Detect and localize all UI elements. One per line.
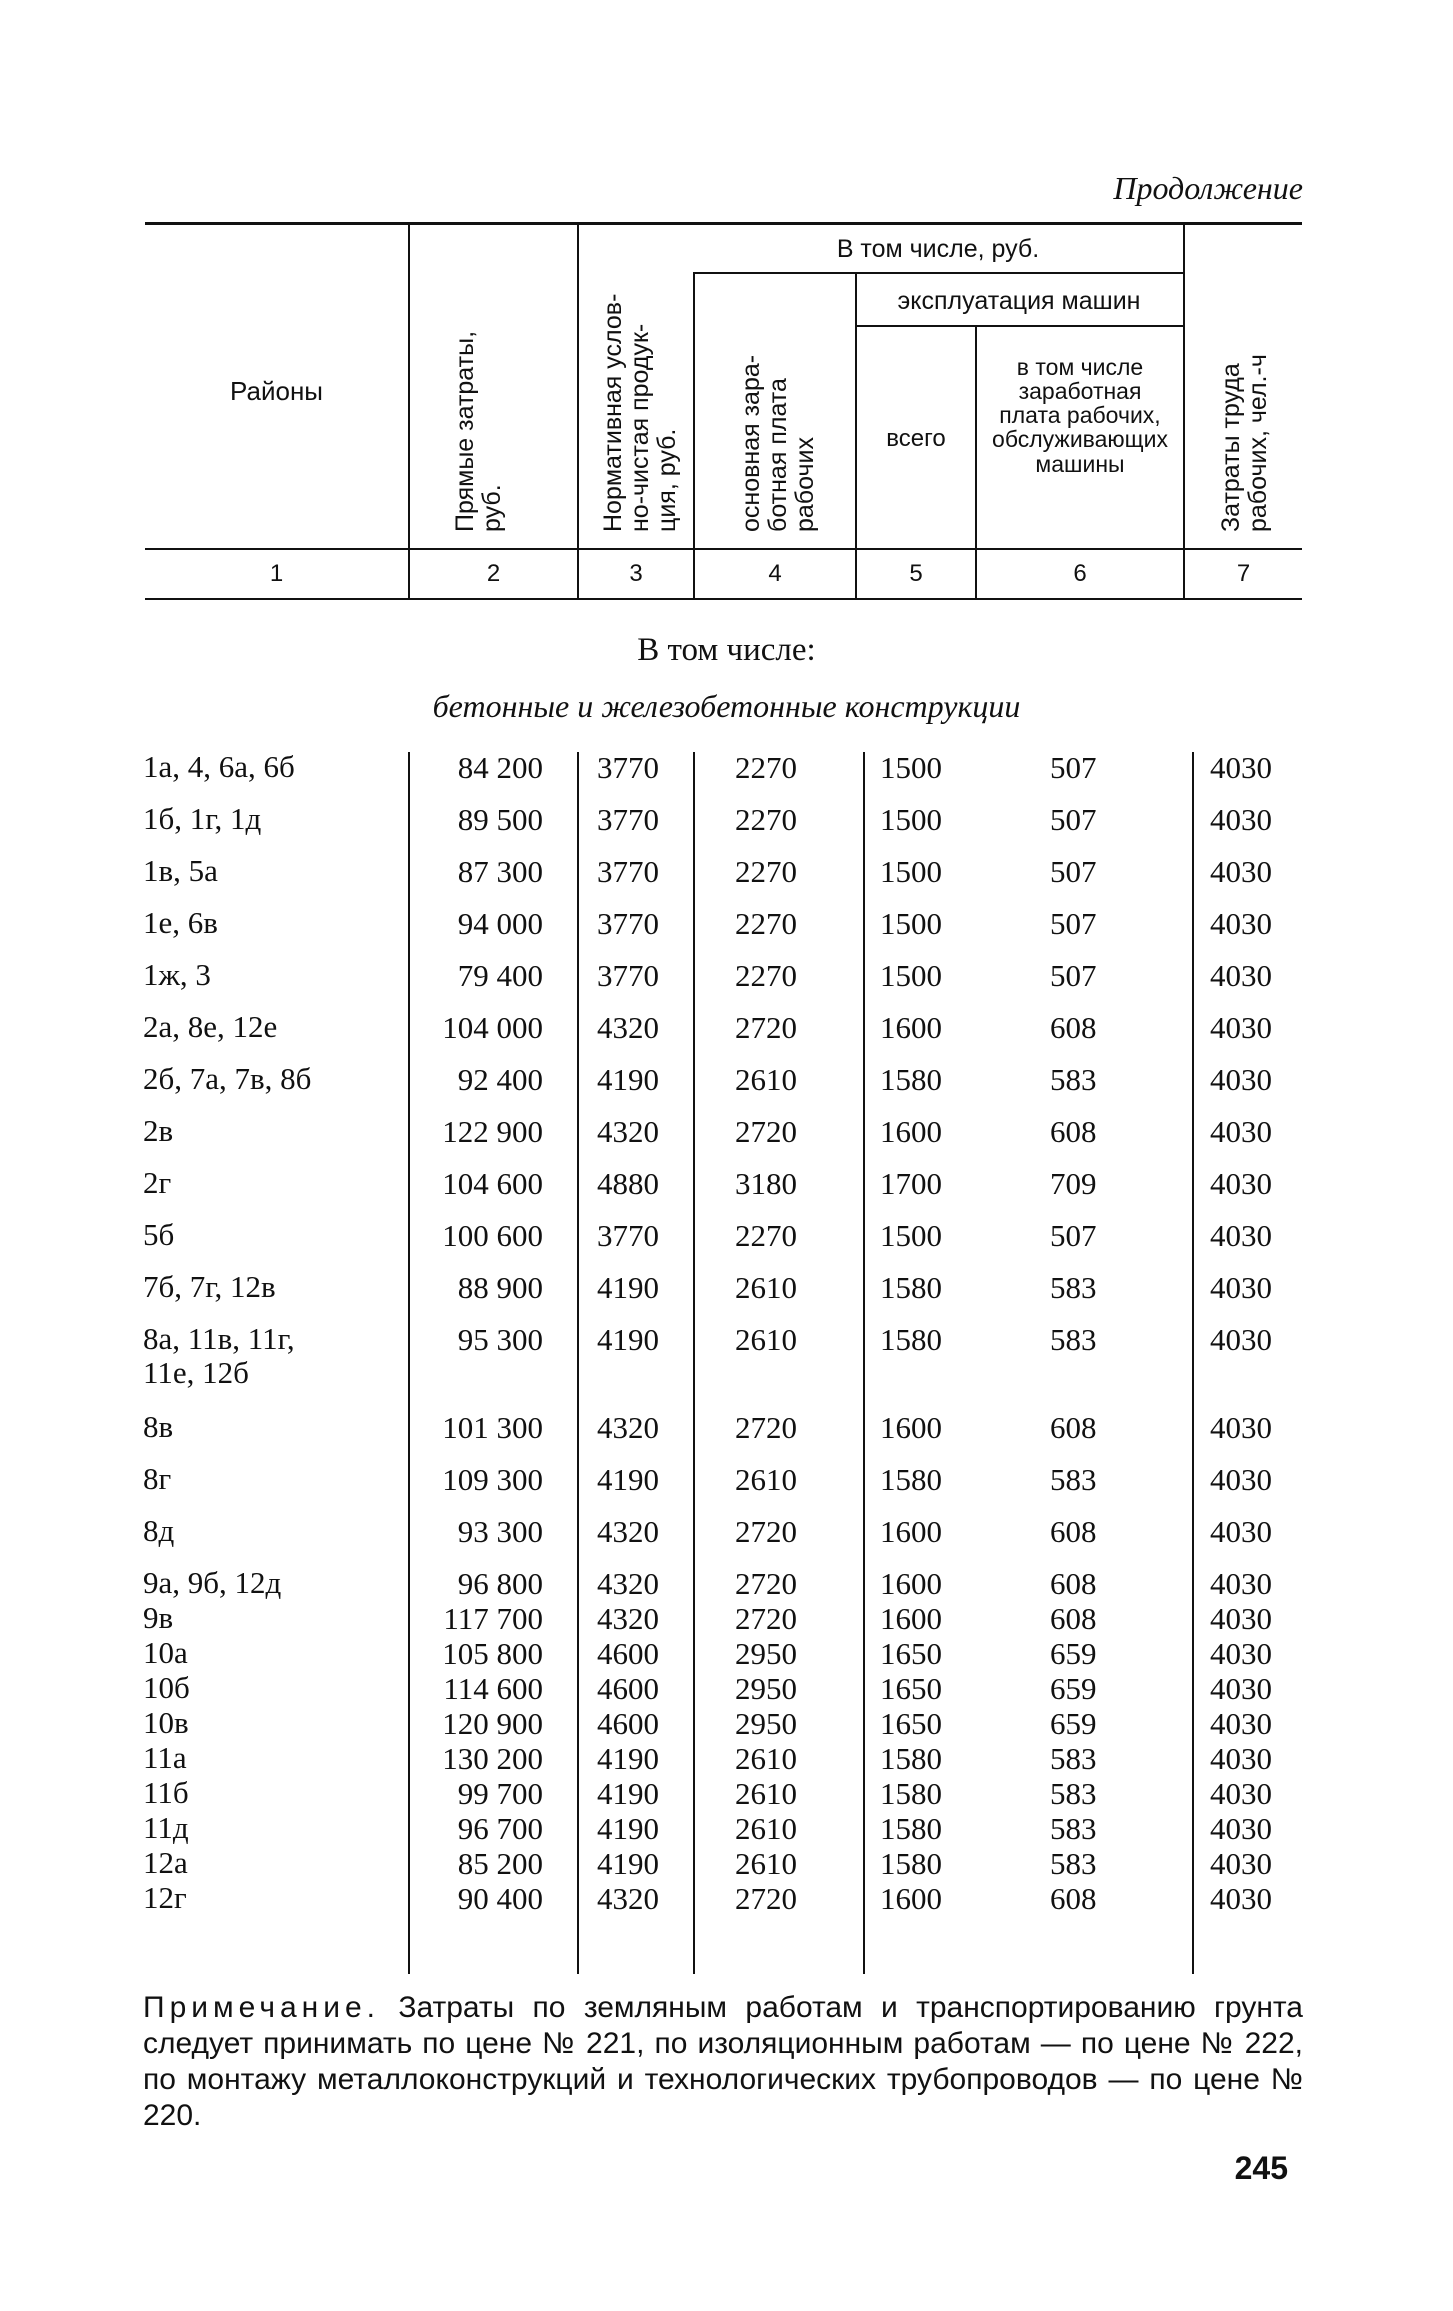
machine-wage-cell: 507 xyxy=(1050,854,1097,889)
direct-costs-cell: 96 800 xyxy=(457,1566,543,1601)
normative-product-cell: 4190 xyxy=(597,1462,659,1497)
normative-product-cell: 3770 xyxy=(597,1218,659,1253)
basic-wage-cell: 2270 xyxy=(735,958,797,993)
machine-total-cell: 1600 xyxy=(880,1514,942,1549)
basic-wage-cell: 2720 xyxy=(735,1881,797,1916)
machine-total-cell: 1650 xyxy=(880,1636,942,1671)
machine-wage-cell: 608 xyxy=(1050,1601,1097,1636)
direct-costs-cell: 104 000 xyxy=(442,1010,543,1045)
basic-wage-cell: 2610 xyxy=(735,1270,797,1305)
labor-costs-cell: 4030 xyxy=(1210,1811,1272,1846)
machine-wage-cell: 608 xyxy=(1050,1566,1097,1601)
machine-total-cell: 1580 xyxy=(880,1462,942,1497)
machine-total-cell: 1580 xyxy=(880,1811,942,1846)
district-cell xyxy=(143,1776,189,1810)
district-cell xyxy=(143,1166,171,1200)
labor-costs-cell: 4030 xyxy=(1210,1322,1272,1357)
normative-product-cell: 3770 xyxy=(597,750,659,785)
basic-wage-cell: 3180 xyxy=(735,1166,797,1201)
district-cell xyxy=(143,1010,277,1044)
labor-costs-cell: 4030 xyxy=(1210,1566,1272,1601)
machine-total-cell: 1650 xyxy=(880,1706,942,1741)
normative-product-cell: 4190 xyxy=(597,1811,659,1846)
body-divider-4 xyxy=(863,752,865,1974)
district-cell xyxy=(143,1636,188,1670)
labor-costs-cell: 4030 xyxy=(1210,1741,1272,1776)
district-cell xyxy=(143,1846,188,1880)
normative-product-cell: 3770 xyxy=(597,802,659,837)
normative-product-cell: 4190 xyxy=(597,1776,659,1811)
header-machine-operation: эксплуатация машин xyxy=(897,287,1141,315)
labor-costs-cell: 4030 xyxy=(1210,854,1272,889)
column-number-7: 7 xyxy=(1236,560,1251,587)
normative-product-cell: 4320 xyxy=(597,1566,659,1601)
machine-wage-cell: 507 xyxy=(1050,802,1097,837)
header-normative-product: Нормативная услов- но-чистая продук- ция, руб. xyxy=(599,293,681,532)
machine-wage-cell: 507 xyxy=(1050,906,1097,941)
header-divider-6 xyxy=(1183,224,1185,598)
direct-costs-cell: 79 400 xyxy=(457,958,543,993)
machine-total-cell: 1600 xyxy=(880,1010,942,1045)
district-label: 10в xyxy=(143,1705,189,1740)
direct-costs-cell: 109 300 xyxy=(442,1462,543,1497)
machine-wage-cell: 583 xyxy=(1050,1741,1097,1776)
labor-costs-cell: 4030 xyxy=(1210,958,1272,993)
district-label: 9а, 9б, 12д xyxy=(143,1565,282,1600)
direct-costs-cell: 105 800 xyxy=(442,1636,543,1671)
basic-wage-cell: 2720 xyxy=(735,1566,797,1601)
machine-wage-cell: 583 xyxy=(1050,1322,1097,1357)
district-label: 9в xyxy=(143,1600,174,1635)
basic-wage-cell: 2270 xyxy=(735,906,797,941)
machine-total-cell: 1650 xyxy=(880,1671,942,1706)
direct-costs-cell: 85 200 xyxy=(457,1846,543,1881)
district-cell xyxy=(143,1811,189,1845)
district-cell xyxy=(143,1741,187,1775)
machine-wage-cell: 583 xyxy=(1050,1776,1097,1811)
page-number: 245 xyxy=(1234,2150,1288,2186)
district-label: 8д xyxy=(143,1513,175,1548)
machine-wage-cell: 608 xyxy=(1050,1010,1097,1045)
direct-costs-cell: 95 300 xyxy=(457,1322,543,1357)
district-cell xyxy=(143,1671,190,1705)
machine-total-cell: 1500 xyxy=(880,958,942,993)
labor-costs-cell: 4030 xyxy=(1210,906,1272,941)
numbers-bottom-rule xyxy=(145,598,1302,600)
district-cell xyxy=(143,1322,295,1390)
section-title: бетонные и железобетонные конструкции xyxy=(432,688,1021,724)
column-number-3: 3 xyxy=(629,560,643,587)
district-cell xyxy=(143,1062,311,1096)
direct-costs-cell: 99 700 xyxy=(457,1776,543,1811)
district-cell xyxy=(143,802,261,836)
district-cell xyxy=(143,854,218,888)
district-label: 8в xyxy=(143,1409,174,1444)
basic-wage-cell: 2270 xyxy=(735,854,797,889)
direct-costs-cell: 89 500 xyxy=(457,802,543,837)
machines-rule xyxy=(855,325,1183,327)
normative-product-cell: 4190 xyxy=(597,1846,659,1881)
machine-total-cell: 1580 xyxy=(880,1741,942,1776)
basic-wage-cell: 2950 xyxy=(735,1671,797,1706)
labor-costs-cell: 4030 xyxy=(1210,1601,1272,1636)
direct-costs-cell: 93 300 xyxy=(457,1514,543,1549)
body-divider-1 xyxy=(408,752,410,1974)
district-label: 12а xyxy=(143,1845,188,1880)
normative-product-cell: 4320 xyxy=(597,1410,659,1445)
normative-product-cell: 3770 xyxy=(597,854,659,889)
direct-costs-cell: 87 300 xyxy=(457,854,543,889)
machine-total-cell: 1700 xyxy=(880,1166,942,1201)
district-label: 2г xyxy=(143,1165,172,1200)
district-label: 1в, 5а xyxy=(143,853,218,888)
normative-product-cell: 4190 xyxy=(597,1270,659,1305)
header-divider-1 xyxy=(408,224,410,598)
machine-total-cell: 1600 xyxy=(880,1410,942,1445)
machine-wage-cell: 583 xyxy=(1050,1062,1097,1097)
district-label: 2в xyxy=(143,1113,174,1148)
header-divider-2 xyxy=(577,224,579,598)
machine-total-cell: 1600 xyxy=(880,1114,942,1149)
basic-wage-cell: 2270 xyxy=(735,802,797,837)
labor-costs-cell: 4030 xyxy=(1210,1671,1272,1706)
direct-costs-cell: 84 200 xyxy=(457,750,543,785)
machine-total-cell: 1580 xyxy=(880,1776,942,1811)
direct-costs-cell: 96 700 xyxy=(457,1811,543,1846)
labor-costs-cell: 4030 xyxy=(1210,750,1272,785)
district-label: 1а, 4, 6а, 6б xyxy=(143,749,295,784)
district-cell xyxy=(143,1514,174,1548)
machine-total-cell: 1500 xyxy=(880,854,942,889)
direct-costs-cell: 130 200 xyxy=(442,1741,543,1776)
header-divider-5 xyxy=(975,325,977,598)
district-cell xyxy=(143,1270,276,1304)
direct-costs-cell: 122 900 xyxy=(442,1114,543,1149)
normative-product-cell: 3770 xyxy=(597,906,659,941)
normative-product-cell: 4320 xyxy=(597,1514,659,1549)
basic-wage-cell: 2610 xyxy=(735,1741,797,1776)
machine-total-cell: 1580 xyxy=(880,1062,942,1097)
column-number-1: 1 xyxy=(269,560,284,587)
normative-product-cell: 4320 xyxy=(597,1881,659,1916)
machine-total-cell: 1500 xyxy=(880,906,942,941)
basic-wage-cell: 2950 xyxy=(735,1706,797,1741)
district-cell xyxy=(143,1706,189,1740)
header-machine-wage: в том числе заработная плата рабочих, обслуживающих машины xyxy=(992,354,1168,477)
machine-wage-cell: 608 xyxy=(1050,1514,1097,1549)
direct-costs-cell: 101 300 xyxy=(442,1410,543,1445)
column-number-5: 5 xyxy=(909,560,923,587)
basic-wage-cell: 2950 xyxy=(735,1636,797,1671)
labor-costs-cell: 4030 xyxy=(1210,1270,1272,1305)
district-label: 8а, 11в, 11г, xyxy=(143,1321,295,1356)
district-label: 1е, 6в xyxy=(143,905,218,940)
machine-total-cell: 1500 xyxy=(880,750,942,785)
district-label: 12г xyxy=(143,1880,187,1915)
machine-wage-cell: 659 xyxy=(1050,1671,1097,1706)
labor-costs-cell: 4030 xyxy=(1210,1514,1272,1549)
labor-costs-cell: 4030 xyxy=(1210,1166,1272,1201)
district-cell xyxy=(143,958,211,992)
labor-costs-cell: 4030 xyxy=(1210,1410,1272,1445)
direct-costs-cell: 120 900 xyxy=(442,1706,543,1741)
machine-wage-cell: 583 xyxy=(1050,1462,1097,1497)
machine-total-cell: 1500 xyxy=(880,1218,942,1253)
basic-wage-cell: 2610 xyxy=(735,1462,797,1497)
district-label: 11б xyxy=(143,1775,189,1810)
district-label: 10б xyxy=(143,1670,190,1705)
header-basic-wage: основная зара- ботная плата рабочих xyxy=(737,354,819,532)
labor-costs-cell: 4030 xyxy=(1210,1010,1272,1045)
machine-total-cell: 1580 xyxy=(880,1322,942,1357)
column-number-4: 4 xyxy=(768,560,782,587)
machine-wage-cell: 608 xyxy=(1050,1881,1097,1916)
footnote-label: Примечание. xyxy=(143,1991,380,2024)
machine-wage-cell: 659 xyxy=(1050,1706,1097,1741)
basic-wage-cell: 2610 xyxy=(735,1811,797,1846)
direct-costs-cell: 100 600 xyxy=(442,1218,543,1253)
basic-wage-cell: 2720 xyxy=(735,1114,797,1149)
normative-product-cell: 4320 xyxy=(597,1010,659,1045)
column-number-6: 6 xyxy=(1073,560,1087,587)
basic-wage-cell: 2270 xyxy=(735,750,797,785)
direct-costs-cell: 104 600 xyxy=(442,1166,543,1201)
labor-costs-cell: 4030 xyxy=(1210,1706,1272,1741)
district-cell xyxy=(143,1462,171,1496)
district-cell xyxy=(143,1218,174,1252)
district-label-continued: 11е, 12б xyxy=(143,1355,249,1391)
district-cell xyxy=(143,1114,173,1148)
district-label: 11а xyxy=(143,1740,187,1775)
labor-costs-cell: 4030 xyxy=(1210,1636,1272,1671)
labor-costs-cell: 4030 xyxy=(1210,1462,1272,1497)
footnote-text: Затраты по земляным работам и транспортированию грунта следует принимать по цене № 221, по изоляционным работам — по цене № 222, по монтажу металлоконструкций и технологических трубопроводов — по цене № 220. xyxy=(143,1991,1303,2132)
labor-costs-cell: 4030 xyxy=(1210,802,1272,837)
header-group-label: В том числе, руб. xyxy=(836,235,1040,263)
body-divider-3 xyxy=(693,752,695,1974)
direct-costs-cell: 114 600 xyxy=(443,1671,543,1706)
normative-product-cell: 4190 xyxy=(597,1741,659,1776)
direct-costs-cell: 90 400 xyxy=(457,1881,543,1916)
labor-costs-cell: 4030 xyxy=(1210,1062,1272,1097)
machine-wage-cell: 709 xyxy=(1050,1166,1097,1201)
district-cell xyxy=(143,1881,187,1915)
header-total: всего xyxy=(886,425,946,452)
district-label: 5б xyxy=(143,1217,175,1252)
machine-wage-cell: 507 xyxy=(1050,750,1097,785)
district-label: 11д xyxy=(143,1810,189,1845)
basic-wage-cell: 2720 xyxy=(735,1010,797,1045)
direct-costs-cell: 117 700 xyxy=(443,1601,543,1636)
machine-wage-cell: 507 xyxy=(1050,958,1097,993)
basic-wage-cell: 2610 xyxy=(735,1322,797,1357)
direct-costs-cell: 94 000 xyxy=(457,906,543,941)
machine-total-cell: 1600 xyxy=(880,1601,942,1636)
machine-wage-cell: 583 xyxy=(1050,1270,1097,1305)
labor-costs-cell: 4030 xyxy=(1210,1218,1272,1253)
district-label: 2а, 8е, 12е xyxy=(143,1009,278,1044)
header-districts: Районы xyxy=(230,376,323,406)
basic-wage-cell: 2720 xyxy=(735,1514,797,1549)
table-top-rule xyxy=(145,222,1302,225)
district-cell xyxy=(143,1566,281,1600)
normative-product-cell: 3770 xyxy=(597,958,659,993)
district-label: 1б, 1г, 1д xyxy=(143,801,262,836)
basic-wage-cell: 2610 xyxy=(735,1846,797,1881)
district-cell xyxy=(143,906,218,940)
normative-product-cell: 4320 xyxy=(597,1601,659,1636)
basic-wage-cell: 2610 xyxy=(735,1776,797,1811)
district-label: 1ж, 3 xyxy=(143,957,211,992)
district-label: 2б, 7а, 7в, 8б xyxy=(143,1061,312,1096)
normative-product-cell: 4600 xyxy=(597,1671,659,1706)
machine-wage-cell: 608 xyxy=(1050,1410,1097,1445)
header-divider-3 xyxy=(693,272,695,598)
normative-product-cell: 4190 xyxy=(597,1062,659,1097)
body-divider-2 xyxy=(577,752,579,1974)
basic-wage-cell: 2720 xyxy=(735,1601,797,1636)
column-number-2: 2 xyxy=(486,560,501,587)
header-labor-costs: Затраты труда рабочих, чел.-ч xyxy=(1217,354,1272,532)
basic-wage-cell: 2610 xyxy=(735,1062,797,1097)
direct-costs-cell: 88 900 xyxy=(457,1270,543,1305)
labor-costs-cell: 4030 xyxy=(1210,1881,1272,1916)
normative-product-cell: 4600 xyxy=(597,1636,659,1671)
header-direct-costs: Прямые затраты, руб. xyxy=(451,330,506,532)
machine-wage-cell: 583 xyxy=(1050,1811,1097,1846)
machine-total-cell: 1500 xyxy=(880,802,942,837)
machine-wage-cell: 608 xyxy=(1050,1114,1097,1149)
machine-wage-cell: 583 xyxy=(1050,1846,1097,1881)
basic-wage-cell: 2720 xyxy=(735,1410,797,1445)
district-label: 10а xyxy=(143,1635,188,1670)
district-cell xyxy=(143,1410,173,1444)
labor-costs-cell: 4030 xyxy=(1210,1114,1272,1149)
normative-product-cell: 4880 xyxy=(597,1166,659,1201)
normative-product-cell: 4600 xyxy=(597,1706,659,1741)
machine-wage-cell: 507 xyxy=(1050,1218,1097,1253)
continuation-label: Продолжение xyxy=(1113,170,1303,206)
normative-product-cell: 4320 xyxy=(597,1114,659,1149)
district-label: 8г xyxy=(143,1461,172,1496)
labor-costs-cell: 4030 xyxy=(1210,1776,1272,1811)
district-label: 7б, 7г, 12в xyxy=(143,1269,276,1304)
district-cell xyxy=(143,1601,173,1635)
labor-costs-cell: 4030 xyxy=(1210,1846,1272,1881)
direct-costs-cell: 92 400 xyxy=(457,1062,543,1097)
group-rule xyxy=(693,272,1183,274)
machine-total-cell: 1580 xyxy=(880,1270,942,1305)
district-cell xyxy=(143,750,295,784)
machine-total-cell: 1580 xyxy=(880,1846,942,1881)
footnote xyxy=(143,1990,1303,2134)
machine-total-cell: 1600 xyxy=(880,1566,942,1601)
basic-wage-cell: 2270 xyxy=(735,1218,797,1253)
normative-product-cell: 4190 xyxy=(597,1322,659,1357)
section-intro: В том числе: xyxy=(637,632,816,668)
header-bottom-rule xyxy=(145,548,1302,550)
body-divider-5 xyxy=(1192,752,1194,1974)
machine-total-cell: 1600 xyxy=(880,1881,942,1916)
machine-wage-cell: 659 xyxy=(1050,1636,1097,1671)
